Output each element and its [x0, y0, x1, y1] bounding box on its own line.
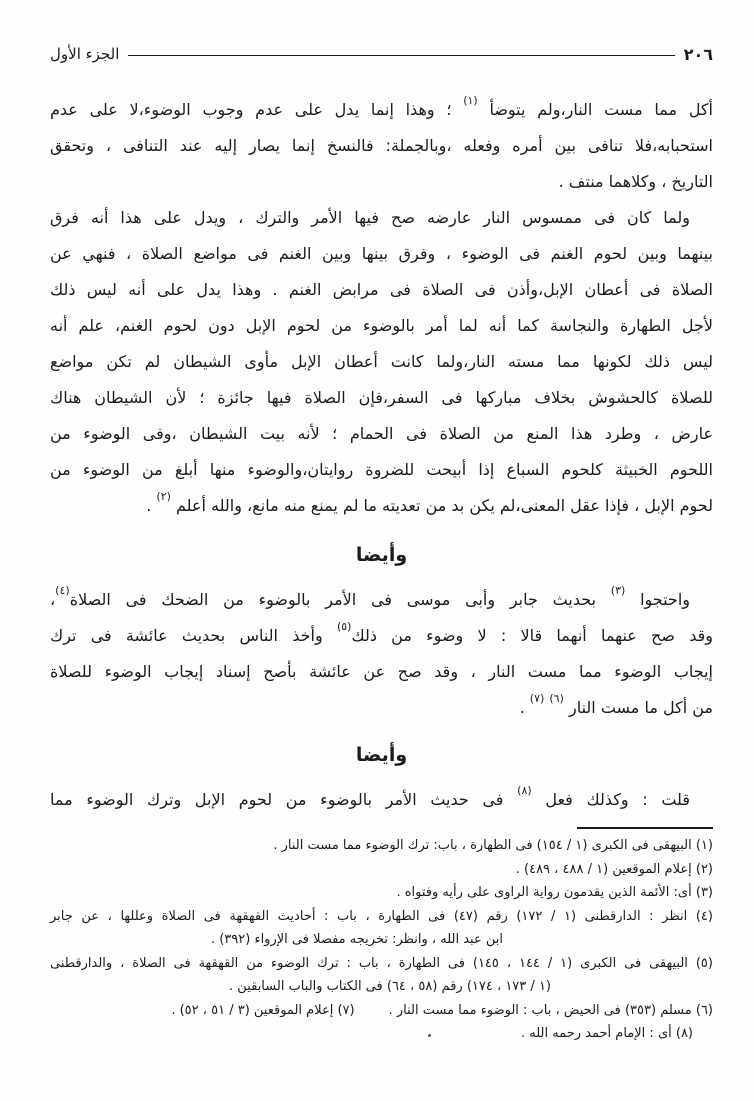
footnote: (٤) انظر : الدارقطنى (١ / ١٧٢) رقم (٤٧) فى الطهارة ، باب : أحاديث القهقهة فى الصلاة وعللها ، عن جابر [50, 908, 713, 924]
body-line: للصلاة كالحشوش بخلاف مباركها فى السفر،فإن الصلاة فيها جائزة ؛ لأن الشيطان هناك [50, 388, 713, 407]
body-line: وقد صح عنهما أنهما قالا : لا وضوء من ذلك$^{(٥)}$ وأخذ الناس بحديث عائشة فى ترك [50, 619, 713, 645]
page-body [50, 92, 713, 818]
body-line: بينهما وبين لحوم الغنم فى الوضوء ، وفرق بينها وبين الغنم فى مواضع الصلاة ، فنهي عن [50, 244, 713, 263]
footnote-continuation: (١ / ١٧٣ ، ١٧٤) رقم (٥٨ ، ٦٤) فى الكتاب والباب السابقين . [229, 979, 551, 994]
footnotes-block [50, 834, 713, 1046]
body-line: عارض ، وطرد هذا المنع من الصلاة فى الحمام ؛ لأنه بيت الشيطان ،وفى الوضوء من [50, 424, 713, 443]
body-line: من أكل ما مست النار $^{(٦)}$ $^{(٧)}$ . [519, 691, 713, 717]
footnote: (٨) أى : الإمام أحمد رحمه الله . [521, 1026, 693, 1041]
body-line: لأجل الطهارة والنجاسة كما أنه لما أمر بالوضوء من لحوم الإبل دون لحوم الغنم، علم أنه [50, 316, 713, 335]
footnote: (٣) أى: الأئمة الذين يقدمون رواية الراوى على رأيه وفتواه . [396, 885, 713, 900]
body-line: إيجاب الوضوء مما مست النار ، وقد صح عن عائشة بأصح إسناد إيجاب الوضوء للصلاة [50, 662, 713, 681]
footnote-separator [577, 827, 713, 829]
body-line: استحبابه،فلا تنافى بين أمره وفعله ،وبالجملة: فالنسخ إنما يصار إليه عند التنافى ، وتحقق [50, 136, 713, 155]
body-line: لحوم الإبل ، فإذا عقل المعنى،لم يكن بد من تعديته ما لم يمنع منه مانع، والله أعلم $^{(٢)}$ . [146, 489, 713, 515]
body-line: الصلاة فى أعطان الإبل،وأذن فى الصلاة فى مرابض الغنم . وهذا يدل على أنه ليس ذلك [50, 280, 713, 299]
body-line: قلت : وكذلك فعل $^{(٨)}$ فى حديث الأمر بالوضوء من لحوم الإبل وترك الوضوء مما [50, 783, 690, 809]
header-rule [128, 55, 674, 56]
body-line: واحتجوا $^{(٣)}$ بحديث جابر وأبى موسى فى الأمر بالوضوء من الضحك فى الصلاة$^{(٤)}$، [50, 583, 690, 609]
footnote: (٢) إعلام الموقعين (١ / ٤٨٨ ، ٤٨٩) . [515, 861, 713, 877]
paragraph-3 [50, 582, 713, 726]
footnote: (٧) إعلام الموقعين (٣ / ٥١ ، ٥٢) . [171, 1002, 355, 1018]
body-line: اللحوم الخبيثة كلحوم السباع إذا أبيحت للضروة روايتان،والوضوء منها أبلغ من الوضوء من [50, 460, 713, 479]
section-heading: وأيضا [355, 744, 408, 766]
section-heading: وأيضا [355, 544, 408, 566]
body-line: ولما كان فى ممسوس النار عارضه صح فيها الأمر والترك ، ويدل على هذا أنه فرق [50, 208, 690, 227]
paragraph-4 [50, 782, 713, 818]
volume-title: الجزء الأول [50, 45, 120, 63]
footnote-pair-row [50, 999, 713, 1023]
footnote: (٥) البيهقى فى الكبرى (١ / ١٤٤ ، ١٤٥) فى الطهارة ، باب : ترك الوضوء من القهقهة فى الصلاة ، والدارقطنى [50, 955, 713, 971]
paragraph-1 [50, 92, 713, 200]
page-header [50, 42, 713, 66]
body-line: التاريخ ، وكلاهما منتف . [558, 172, 713, 191]
footnote-continuation: ابن عبد الله ، وانظر: تخريجه مفصلا فى الإرواء (٣٩٢) . [210, 932, 503, 947]
page-number: ٢٠٦ [683, 44, 713, 64]
body-line: ليس ذلك لكونها مما مسته النار،ولما كانت أعطان الإبل مأوى الشيطان لم تكن مواضع [50, 352, 713, 371]
paragraph-2 [50, 200, 713, 524]
scan-artifact-dot [428, 1034, 431, 1037]
body-line: أكل مما مست النار،ولم يتوضأ $^{(١)}$ ؛ وهذا إنما يدل على عدم وجوب الوضوء،لا على عدم [50, 93, 713, 119]
footnote: (٦) مسلم (٣٥٣) فى الحيض ، باب : الوضوء مما مست النار . [388, 1002, 713, 1018]
footnote: (١) البيهقى فى الكبرى (١ / ١٥٤) فى الطهارة ، باب: ترك الوضوء مما مست النار . [273, 838, 713, 853]
